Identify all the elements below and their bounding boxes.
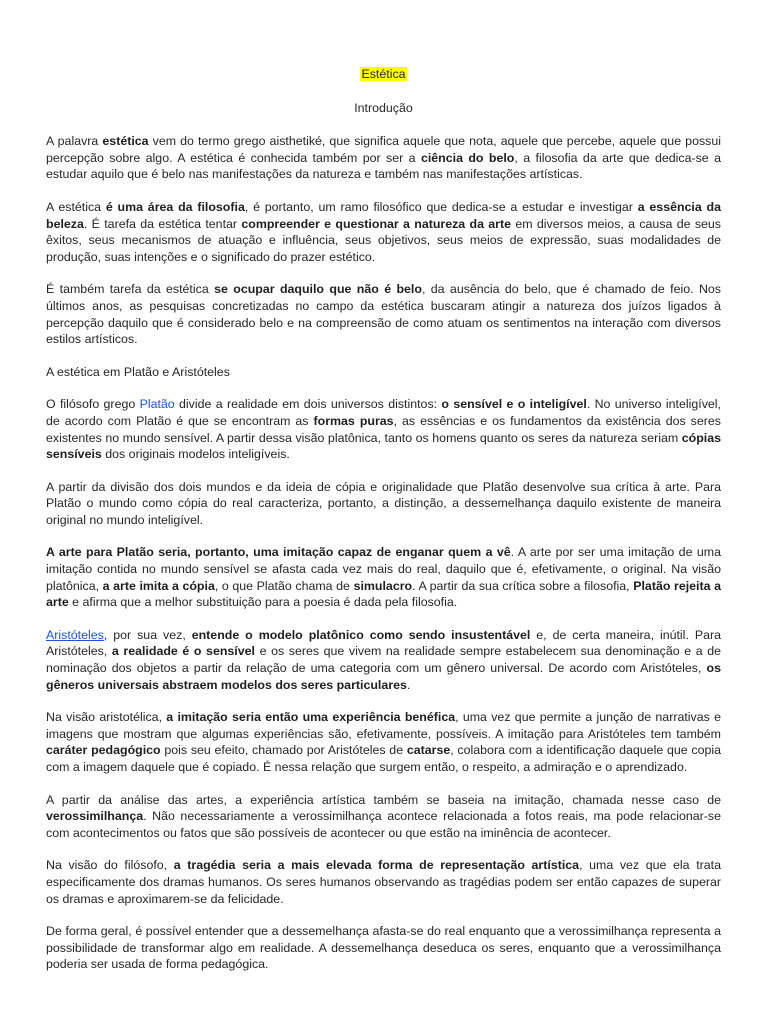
text-run: . No universo inteligível, de acordo com Platão é que se encontram as (46, 397, 722, 428)
text-run: . Não necessariamente a verossimilhança acontece relacionada a fotos reais, ma pode relacionar-se com acontecimentos ou fatos que são possíveis de acontecer ou que estão na iminência de acontecer. (46, 809, 721, 840)
text-run: A partir da análise das artes, a experiência artística também se baseia na imitação, chamada nesse caso de (46, 792, 721, 807)
bold-text: simulacro (353, 578, 413, 593)
bold-text: caráter pedagógico (46, 743, 161, 758)
text-run: É também tarefa da estética (46, 282, 215, 297)
text-run: vem do termo grego aisthetiké, que significa aquele que nota, aquele que percebe, aquele que possui percepção sobre algo. A estética é conhecida também por ser a (46, 134, 721, 165)
bold-text: compreender e questionar a natureza da arte (241, 216, 512, 231)
text-run: , a filosofia da arte que dedica-se a estudar aquilo que é belo nas manifestações da natureza e também nas manifestações artísticas. (46, 150, 721, 182)
bold-text: formas puras (313, 413, 394, 428)
text-run: e afirma que a melhor substituição para a poesia é dada pela filosofia. (68, 595, 458, 610)
text-run: , as essências e os fundamentos da existência dos seres existentes no mundo sensível. A partir dessa visão platônica, tanto os homens quanto os seres da natureza seriam (46, 413, 721, 445)
text-run: dos originais modelos inteligíveis. (101, 447, 290, 462)
text-run: . É tarefa da estética tentar (83, 216, 242, 231)
paragraph (46, 627, 721, 693)
text-link[interactable]: Aristóteles (46, 627, 104, 642)
paragraph (46, 199, 721, 265)
paragraph (46, 479, 721, 529)
text-link[interactable]: Platão (139, 397, 175, 412)
text-run: De forma geral, é possível entender que a dessemelhança afasta-se do real enquanto que a verossimilhança representa a possibilidade de transformar algo em realidade. A dessemelhança deseduca os seres, enquanto que a verossimilhança poderia ser usada de forma pedagógica. (46, 924, 721, 972)
title-line (46, 66, 721, 83)
text-run: , uma vez que ela trata especificamente dos dramas humanos. Os seres humanos observando as tragédias podem ser então capazes de superar os dramas e aproximarem-se da felicidade. (46, 858, 721, 906)
text-run: Na visão do filósofo, (46, 858, 174, 873)
text-run: e, de certa maneira, inútil. Para Aristóteles, (46, 627, 722, 659)
intro-heading: Introdução (354, 100, 413, 115)
paragraph (46, 792, 721, 842)
text-run: Na visão aristotélica, (46, 710, 167, 725)
text-run: pois seu efeito, chamado por Aristóteles de (160, 743, 407, 758)
bold-text: a essência da beleza (46, 199, 722, 231)
text-run: , o que Platão chama de (214, 578, 354, 593)
section-body (46, 396, 721, 973)
bold-text: estética (102, 134, 149, 149)
text-run: O filósofo grego (46, 397, 140, 412)
bold-text: a realidade é o sensível (111, 644, 255, 659)
bold-text: entende o modelo platônico como sendo insustentável (191, 627, 531, 642)
text-run: A estética (46, 199, 106, 214)
bold-text: a arte imita a cópia (102, 578, 215, 593)
paragraph (46, 923, 721, 973)
text-run: , da ausência do belo, que é chamado de feio. Nos últimos anos, as pesquisas concretizadas no campo da estética buscaram atingir a natureza dos juízos ligados à percepção daquilo que é considerado belo e na compreensão de como atuam os sentimentos na interação com diversos estilos artísticos. (46, 282, 721, 347)
bold-text: ciência do belo (420, 150, 515, 165)
bold-text: se ocupar daquilo que não é belo (214, 282, 422, 297)
bold-text: catarse (406, 743, 451, 758)
paragraph (46, 133, 721, 183)
paragraph (46, 857, 721, 907)
paragraph (46, 544, 721, 610)
text-run: divide a realidade em dois universos distintos: (174, 397, 442, 412)
bold-text: é uma área da filosofia (105, 199, 245, 214)
intro-body (46, 133, 721, 348)
bold-text: o sensível e o inteligível (441, 397, 587, 412)
section-heading: A estética em Platão e Aristóteles (46, 364, 230, 379)
bold-text: a tragédia seria a mais elevada forma de representação artística (173, 858, 580, 873)
bold-text: os gêneros universais abstraem modelos dos seres particulares (46, 661, 721, 692)
bold-text: cópias sensíveis (46, 430, 721, 462)
text-run: . (406, 677, 411, 692)
paragraph (46, 396, 721, 462)
text-run: . A partir da sua crítica sobre a filosofia, (412, 578, 634, 593)
bold-text: Platão rejeita a arte (46, 578, 721, 610)
text-run: , colabora com a identificação daquele que copia com a imagem daquele que é copiado. É nessa relação que surgem então, o respeito, a admiração e o aprendizado. (46, 743, 721, 774)
text-run: , uma vez que permite a junção de narrativas e imagens que mostram que algumas experiências são, efetivamente, possíveis. A imitação para Aristóteles tem também (46, 710, 721, 741)
paragraph (46, 281, 721, 347)
text-run: A palavra (46, 134, 103, 149)
text-run: , é portanto, um ramo filosófico que dedica-se a estudar e investigar (244, 199, 638, 214)
text-run: e os seres que vivem na realidade sempre estabelecem sua denominação e a de nominação dos objetos a partir da relação de uma categoria com um gênero universal. De acordo com Aristóteles, (46, 644, 721, 676)
document-title: Estética (361, 67, 406, 81)
text-run: em diversos meios, a causa de seus êxitos, seus mecanismos de atuação e influência, seus objetivos, seus meios de expressão, suas modalidades de produção, suas intenções e o significado do prazer estético. (46, 216, 722, 264)
paragraph (46, 709, 721, 775)
bold-text: A arte para Platão seria, portanto, uma imitação capaz de enganar quem a vê (46, 545, 511, 560)
text-run: A partir da divisão dos dois mundos e da ideia de cópia e originalidade que Platão desenvolve sua crítica à arte. Para Platão o mundo como cópia do real caracteriza, portanto, a distinção, a dessemelhança daquilo existente de maneira original no mundo inteligível. (46, 479, 721, 527)
text-run: . A arte por ser uma imitação de uma imitação contida no mundo sensível se afasta cada vez mais do real, daquilo que é, efetivamente, o original. Na visão platônica, (46, 545, 721, 593)
bold-text: a imitação seria então uma experiência benéfica (166, 710, 456, 725)
bold-text: verossimilhança (46, 809, 144, 824)
text-run: , por sua vez, (103, 627, 192, 642)
